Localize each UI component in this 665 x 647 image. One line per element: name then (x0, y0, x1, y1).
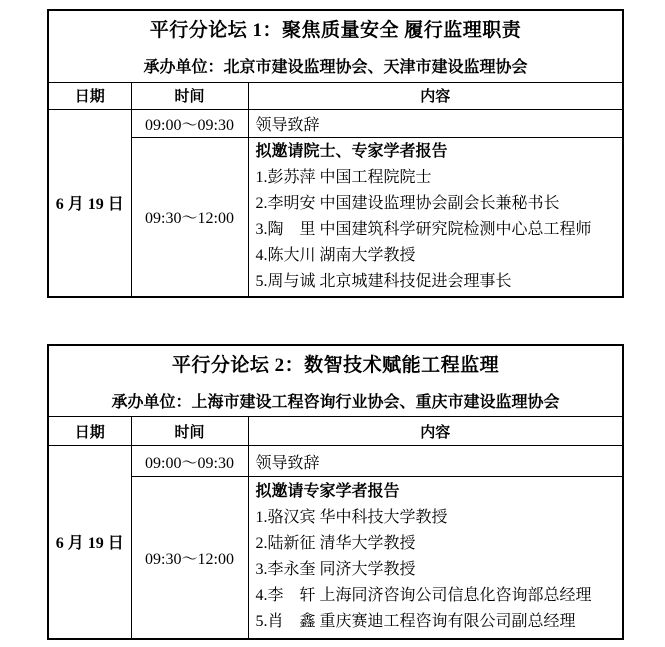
forum-1-agenda-heading: 拟邀请院士、专家学者报告 (255, 142, 448, 160)
forum-2-row1-time: 09:00～09:30 (131, 446, 248, 477)
forum-1-col-header-time: 时间 (131, 82, 248, 109)
forum-2-col-header-time: 时间 (131, 417, 248, 446)
forum-1-title: 平行分论坛 1：聚焦质量安全 履行监理职责 (149, 20, 522, 42)
list-item: 3.陶 里 中国建筑科学研究院检测中心总工程师 (255, 220, 592, 238)
list-item: 4.李 轩 上海同济咨询公司信息化咨询部总经理 (255, 587, 592, 605)
forum-2-title-cell (48, 345, 623, 417)
table-row (48, 477, 623, 639)
list-item: 5.肖 鑫 重庆赛迪工程咨询有限公司副总经理 (255, 613, 576, 631)
list-item: 2.李明安 中国建设监理协会副会长兼秘书长 (255, 194, 560, 212)
forum-2-row1-content: 领导致辞 (248, 446, 623, 477)
list-item: 1.骆汉宾 华中科技大学教授 (255, 509, 448, 527)
forum-2-col-header-content: 内容 (248, 417, 623, 446)
forum-1-row1-content: 领导致辞 (248, 109, 623, 137)
table-row (48, 446, 623, 477)
forum-1-title-cell (48, 10, 623, 82)
forum-2-row2-content (248, 477, 623, 639)
list-item: 4.陈大川 湖南大学教授 (255, 246, 416, 264)
forum-1-row1-time: 09:00～09:30 (131, 109, 248, 137)
forum-1-row2-time: 09:30～12:00 (131, 137, 248, 297)
forum-2-agenda-heading: 拟邀请专家学者报告 (255, 483, 400, 501)
list-item: 2.陆新征 清华大学教授 (255, 535, 416, 553)
forum-1-date-cell: 6 月 19 日 (48, 109, 131, 297)
forum-table-2 (47, 344, 624, 640)
forum-2-row2-time: 09:30～12:00 (131, 477, 248, 639)
list-item: 3.李永奎 同济大学教授 (255, 561, 416, 579)
list-item: 5.周与诚 北京城建科技促进会理事长 (255, 272, 512, 290)
forum-2-date-cell: 6 月 19 日 (48, 446, 131, 639)
table-header-row (48, 417, 623, 446)
forum-1-organizer: 承办单位：北京市建设监理协会、天津市建设监理协会 (143, 59, 528, 77)
forum-2-title: 平行分论坛 2：数智技术赋能工程监理 (171, 354, 500, 376)
forum-1-col-header-content: 内容 (248, 82, 623, 109)
list-item: 1.彭苏萍 中国工程院院士 (255, 168, 432, 186)
forum-1-col-header-date: 日期 (48, 82, 131, 109)
table-row (48, 10, 623, 82)
table-gap (47, 298, 665, 344)
forum-2-col-header-date: 日期 (48, 417, 131, 446)
forum-table-1 (47, 9, 624, 298)
table-row (48, 345, 623, 417)
forum-2-organizer: 承办单位：上海市建设工程咨询行业协会、重庆市建设监理协会 (111, 393, 560, 411)
table-header-row (48, 82, 623, 109)
table-row (48, 137, 623, 297)
table-row (48, 109, 623, 137)
forum-1-row2-content (248, 137, 623, 297)
